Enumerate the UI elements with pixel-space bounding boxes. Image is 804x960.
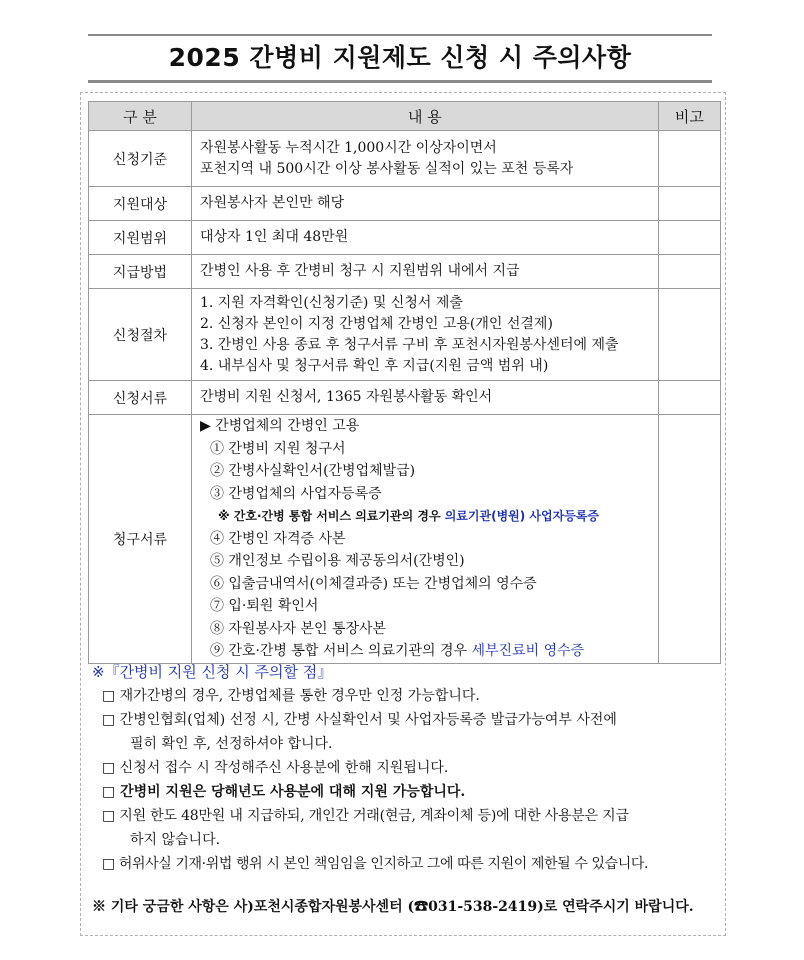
title-rule-bottom xyxy=(88,80,712,83)
content-line: 포천지역 내 500시간 이상 봉사활동 실적이 있는 포천 등록자 xyxy=(199,160,574,177)
claim-note xyxy=(200,505,658,528)
claim-last-text: ⑨ 간호·간병 통합 서비스 의료기관의 경우 xyxy=(209,643,472,659)
claim-item: ⑥ 입출금내역서(이체결과증) 또는 간병업체의 영수증 xyxy=(209,575,537,592)
table-row xyxy=(89,289,721,381)
row-remark xyxy=(658,221,720,255)
cautions-section xyxy=(92,660,724,876)
caution-item: □ 허위사실 기재·위법 행위 시 본인 책임임을 인지하고 그에 따른 지원이 제한될 수 있습니다. xyxy=(102,856,649,872)
content-line: 2. 신청자 본인이 지정 간병업체 간병인 고용(개인 선결제) xyxy=(199,315,553,332)
content-line: 4. 내부심사 및 청구서류 확인 후 지급(지원 금액 범위 내) xyxy=(199,357,549,374)
row-label: 신청기준 xyxy=(89,131,192,187)
claim-last-highlight: 세부진료비 영수증 xyxy=(471,643,585,659)
header-content: 내 용 xyxy=(191,102,658,131)
row-remark xyxy=(658,255,720,289)
table-row-claim xyxy=(89,415,721,664)
claim-note-highlight: 의료기관(병원) 사업자등록증 xyxy=(444,509,599,523)
row-remark xyxy=(658,131,720,187)
claim-intro: ▶ 간병업체의 간병인 고용 xyxy=(199,418,360,434)
content-line: 대상자 1인 최대 48만원 xyxy=(199,229,349,245)
content-line: 1. 지원 자격확인(신청기준) 및 신청서 제출 xyxy=(199,294,463,311)
footer-contact: ※ 기타 궁금한 사항은 사)포천시종합자원봉사센터 (☎031-538-2419)로 연락주시기 바랍니다. xyxy=(92,899,694,915)
row-content xyxy=(191,131,658,187)
row-content xyxy=(191,289,658,381)
content-line: 자원봉사활동 누적시간 1,000시간 이상자이면서 xyxy=(199,139,497,156)
table-row xyxy=(89,381,721,415)
row-label: 지원범위 xyxy=(89,221,192,255)
page-title: 2025 간병비 지원제도 신청 시 주의사항 xyxy=(168,43,632,72)
caution-item: □ 신청서 접수 시 작성해주신 사용분에 한해 지원됩니다. xyxy=(102,760,449,776)
row-label: 신청절차 xyxy=(89,289,192,381)
claim-content xyxy=(191,415,658,664)
table-row xyxy=(89,131,721,187)
claim-item: ⑤ 개인정보 수립이용 제공동의서(간병인) xyxy=(209,553,465,569)
caution-item-continued: 필히 확인 후, 선정하셔야 합니다. xyxy=(130,736,333,752)
table-header-row xyxy=(89,102,721,131)
content-line: 간병비 지원 신청서, 1365 자원봉사활동 확인서 xyxy=(199,389,493,405)
row-content xyxy=(191,187,658,221)
row-label: 지급방법 xyxy=(89,255,192,289)
caution-item-continued: 하지 않습니다. xyxy=(130,832,221,848)
content-line: 3. 간병인 사용 종료 후 청구서류 구비 후 포천시자원봉사센터에 제출 xyxy=(199,336,619,353)
claim-item: ⑦ 입·퇴원 확인서 xyxy=(209,598,319,614)
row-content xyxy=(191,221,658,255)
row-content xyxy=(191,381,658,415)
content-line: 간병인 사용 후 간병비 청구 시 지원범위 내에서 지급 xyxy=(199,263,520,279)
caution-item: □ 간병인협회(업체) 선정 시, 간병 사실확인서 및 사업자등록증 발급가능여부 사전에 xyxy=(102,712,617,728)
table-row xyxy=(89,221,721,255)
title-block xyxy=(88,34,712,83)
content-line: 자원봉사자 본인만 해당 xyxy=(199,195,345,211)
claim-item: ② 간병사실확인서(간병업체발급) xyxy=(209,463,416,479)
row-remark xyxy=(658,187,720,221)
row-remark xyxy=(658,289,720,381)
row-label: 지원대상 xyxy=(89,187,192,221)
caution-item-bold: □ 간병비 지원은 당해년도 사용분에 대해 지원 가능합니다. xyxy=(102,784,466,800)
row-label: 신청서류 xyxy=(89,381,192,415)
caution-item: □ 재가간병의 경우, 간병업체를 통한 경우만 인정 가능합니다. xyxy=(102,688,480,704)
claim-item: ① 간병비 지원 청구서 xyxy=(209,440,346,457)
row-content xyxy=(191,255,658,289)
claim-item: ④ 간병인 자격증 사본 xyxy=(209,530,346,547)
claim-item: ⑧ 자원봉사자 본인 통장사본 xyxy=(209,620,387,637)
header-remark: 비고 xyxy=(658,102,720,131)
claim-note-text: ※ 간호·간병 통합 서비스 의료기관의 경우 xyxy=(217,509,445,523)
claim-item: ③ 간병업체의 사업자등록증 xyxy=(209,485,382,502)
cautions-heading: ※『간병비 지원 신청 시 주의할 점』 xyxy=(92,663,333,681)
row-remark xyxy=(658,381,720,415)
row-remark xyxy=(658,415,720,664)
table-row xyxy=(89,255,721,289)
header-category: 구 분 xyxy=(89,102,192,131)
table-row xyxy=(89,187,721,221)
caution-item: □ 지원 한도 48만원 내 지급하되, 개인간 거래(현금, 계좌이체 등)에 대한 사용분은 지급 xyxy=(102,808,629,824)
row-label: 청구서류 xyxy=(89,415,192,664)
info-table xyxy=(88,101,721,664)
